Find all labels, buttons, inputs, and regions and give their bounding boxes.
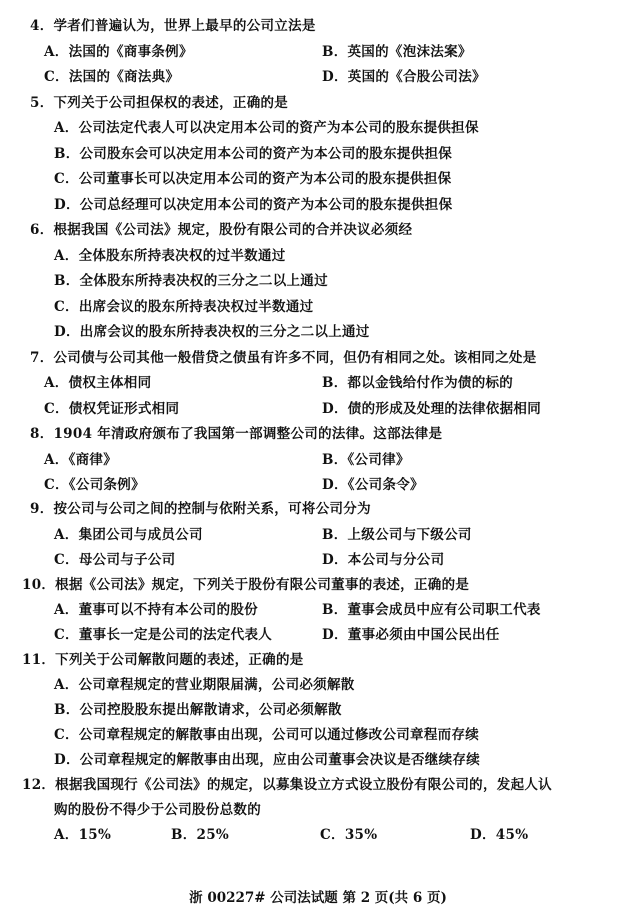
question-9-option-c: C．母公司与子公司 (54, 552, 176, 568)
question-6-option-d: D．出席会议的股东所持表决权的三分之二以上通过 (54, 324, 370, 340)
question-4-option-c: C．法国的《商法典》 (44, 69, 180, 85)
question-8-option-d: D．《公司条令》 (322, 477, 424, 493)
page-footer: 浙 00227# 公司法试题 第 2 页(共 6 页) (189, 890, 447, 906)
question-12-option-b: B．25% (171, 827, 230, 843)
question-5-stem: 5．下列关于公司担保权的表述，正确的是 (30, 95, 289, 111)
question-7-option-a: A．债权主体相同 (44, 375, 152, 391)
question-6-option-b: B．全体股东所持表决权的三分之二以上通过 (54, 273, 328, 289)
question-8-option-a: A．《商律》 (44, 452, 118, 468)
question-4-option-b: B．英国的《泡沫法案》 (322, 44, 472, 60)
question-12-stem: 12．根据我国现行《公司法》的规定，以募集设立方式设立股份有限公司的，发起人认 (22, 777, 552, 793)
question-8-option-b: B．《公司律》 (322, 452, 410, 468)
question-10-option-c: C．董事长一定是公司的法定代表人 (54, 627, 273, 643)
question-5-option-d: D．公司总经理可以决定用本公司的资产为本公司的股东提供担保 (54, 197, 453, 213)
question-12-option-c: C．35% (320, 827, 378, 843)
question-4-option-d: D．英国的《合股公司法》 (322, 69, 486, 85)
question-7-option-c: C．债权凭证形式相同 (44, 401, 180, 417)
question-11-option-a: A．公司章程规定的营业期限届满，公司必须解散 (54, 677, 355, 693)
question-6-option-a: A．全体股东所持表决权的过半数通过 (54, 248, 286, 264)
question-4-stem: 4．学者们普遍认为，世界上最早的公司立法是 (30, 18, 316, 34)
question-5-option-c: C．公司董事长可以决定用本公司的资产为本公司的股东提供担保 (54, 171, 452, 187)
question-11-stem: 11．下列关于公司解散问题的表述，正确的是 (22, 652, 304, 668)
question-12-option-d: D．45% (470, 827, 529, 843)
question-11-option-d: D．公司章程规定的解散事由出现，应由公司董事会决议是否继续存续 (54, 752, 481, 768)
question-10-option-a: A．董事可以不持有本公司的股份 (54, 602, 258, 618)
question-11-option-b: B．公司控股股东提出解散请求，公司必须解散 (54, 702, 342, 718)
question-9-option-d: D．本公司与分公司 (322, 552, 445, 568)
question-10-option-d: D．董事必须由中国公民出任 (322, 627, 500, 643)
question-12-option-a: A．15% (54, 827, 112, 843)
question-4-option-a: A．法国的《商事条例》 (44, 44, 193, 60)
question-9-option-b: B．上级公司与下级公司 (322, 527, 472, 543)
question-10-option-b: B．董事会成员中应有公司职工代表 (322, 602, 541, 618)
question-9-option-a: A．集团公司与成员公司 (54, 527, 203, 543)
question-12-stem-continued: 购的股份不得少于公司股份总数的 (54, 802, 261, 818)
question-6-stem: 6．根据我国《公司法》规定，股份有限公司的合并决议必须经 (30, 222, 413, 238)
question-11-option-c: C．公司章程规定的解散事由出现，公司可以通过修改公司章程而存续 (54, 727, 480, 743)
question-7-option-d: D．债的形成及处理的法律依据相同 (322, 401, 542, 417)
question-7-option-b: B．都以金钱给付作为债的标的 (322, 375, 514, 391)
question-8-option-c: C．《公司条例》 (44, 477, 145, 493)
question-8-stem: 8．1904 年清政府颁布了我国第一部调整公司的法律。这部法律是 (30, 426, 443, 442)
question-9-stem: 9．按公司与公司之间的控制与依附关系，可将公司分为 (30, 501, 371, 517)
question-5-option-b: B．公司股东会可以决定用本公司的资产为本公司的股东提供担保 (54, 146, 453, 162)
question-5-option-a: A．公司法定代表人可以决定用本公司的资产为本公司的股东提供担保 (54, 120, 479, 136)
question-7-stem: 7．公司债与公司其他一般借贷之债虽有许多不同，但仍有相同之处。该相同之处是 (30, 350, 537, 366)
question-10-stem: 10．根据《公司法》规定，下列关于股份有限公司董事的表述，正确的是 (22, 577, 470, 593)
question-6-option-c: C．出席会议的股东所持表决权过半数通过 (54, 299, 314, 315)
